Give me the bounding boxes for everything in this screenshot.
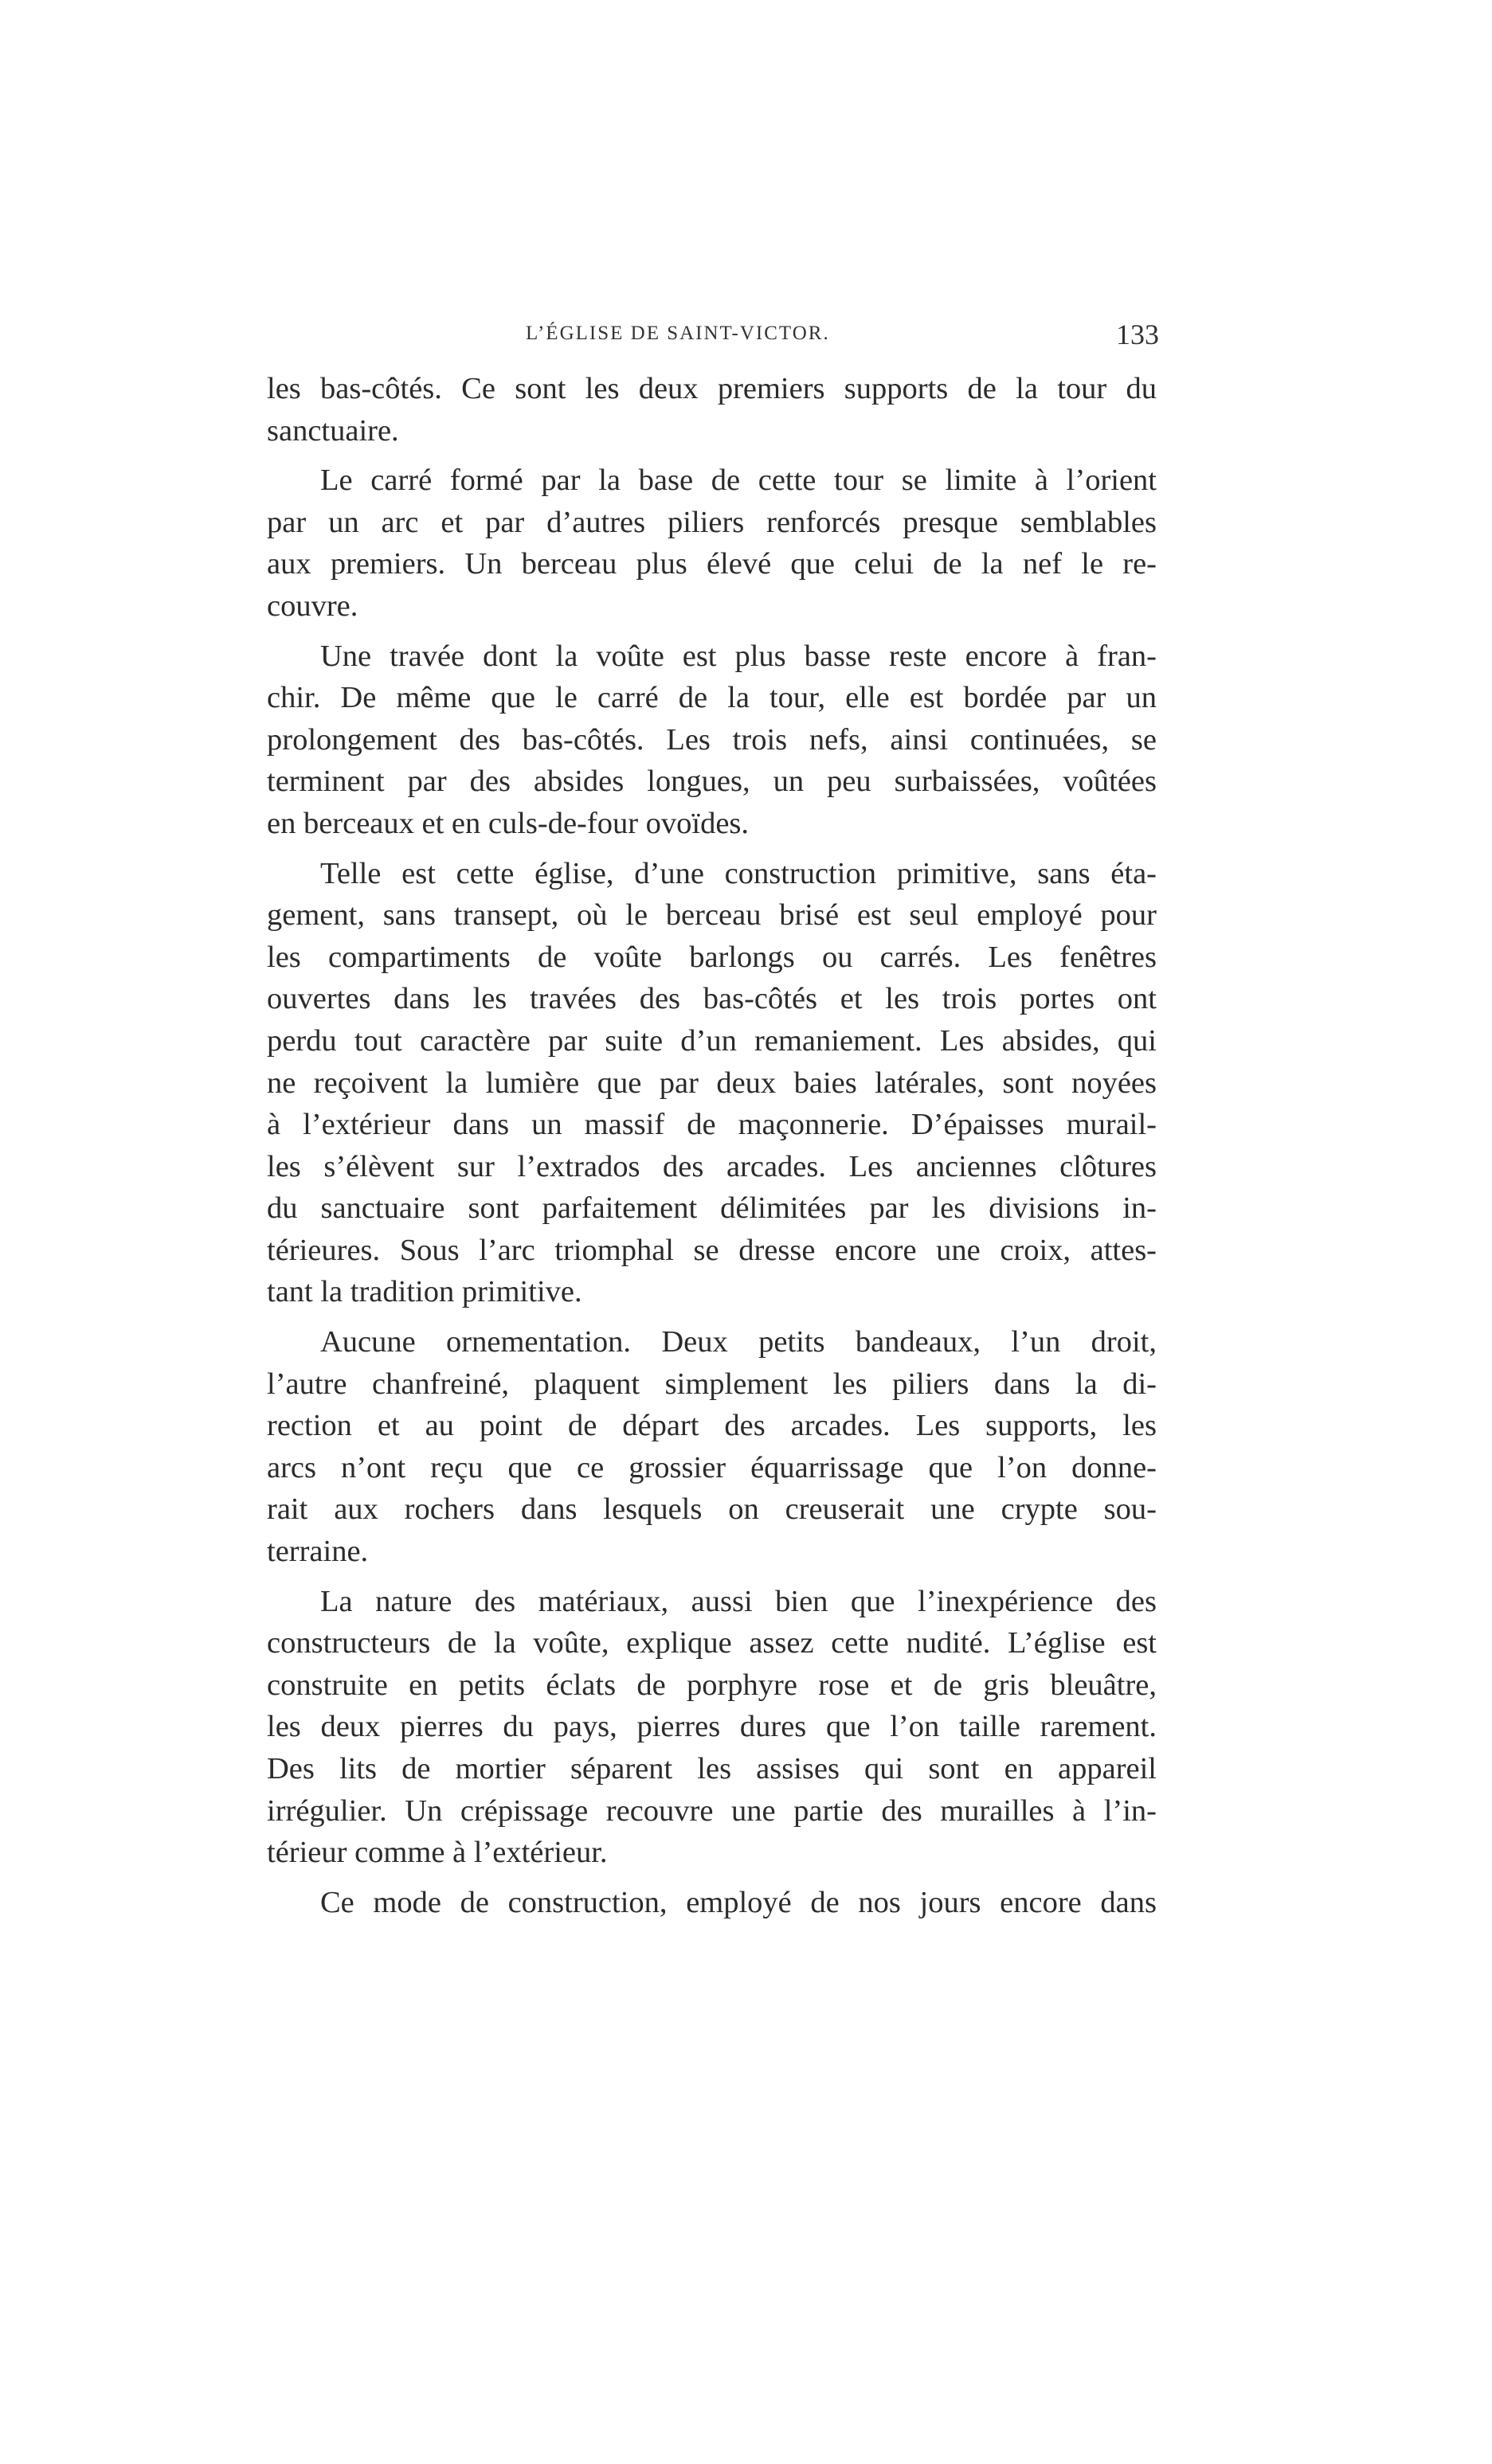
text-line: Aucune ornementation. Deux petits bandeaux, l’un droit, (320, 1325, 1157, 1359)
text-line: térieur comme à l’extérieur. (267, 1836, 608, 1870)
text-line: en berceaux et en culs-de-four ovoïdes. (267, 806, 750, 840)
text-line: La nature des matériaux, aussi bien que l’inexpérience des (320, 1584, 1157, 1618)
text-line: à l’extérieur dans un massif de maçonnerie. D’épaisses murail- (267, 1108, 1157, 1142)
text-line: du sanctuaire sont parfaitement délimitées par les divisions in- (267, 1191, 1157, 1226)
text-line: ne reçoivent la lumière que par deux baies latérales, sont noyées (267, 1066, 1157, 1100)
text-line: chir. De même que le carré de la tour, elle est bordée par un (267, 681, 1157, 715)
running-title: L’ÉGLISE DE SAINT-VICTOR. (526, 323, 830, 344)
text-line: sanctuaire. (267, 413, 399, 448)
text-line: rection et au point de départ des arcades. Les supports, les (267, 1409, 1157, 1443)
page-header (267, 319, 1159, 354)
text-line: tant la tradition primitive. (267, 1275, 582, 1309)
text-line: couvre. (267, 589, 358, 623)
text-line: terminent par des absides longues, un peu surbaissées, voûtées (267, 765, 1157, 799)
text-line: ouvertes dans les travées des bas-côtés et les trois portes ont (267, 982, 1157, 1016)
text-line: terraine. (267, 1535, 369, 1569)
text-line: les deux pierres du pays, pierres dures que l’on taille rarement. (267, 1710, 1157, 1744)
text-line: par un arc et par d’autres piliers renforcés presque semblables (267, 505, 1157, 539)
text-line: arcs n’ont reçu que ce grossier équarrissage que l’on donne- (267, 1450, 1157, 1484)
text-line: les compartiments de voûte barlongs ou carrés. Les fenêtres (267, 940, 1157, 974)
text-line: rait aux rochers dans lesquels on creuserait une crypte sou- (267, 1492, 1157, 1527)
text-line: construite en petits éclats de porphyre rose et de gris bleuâtre, (267, 1668, 1157, 1702)
text-line: Ce mode de construction, employé de nos jours encore dans (320, 1885, 1157, 1919)
body-text (267, 368, 1157, 1923)
text-line: Le carré formé par la base de cette tour se limite à l’orient (320, 463, 1157, 498)
text-line: irrégulier. Un crépissage recouvre une partie des murailles à l’in- (267, 1793, 1157, 1828)
text-line: Telle est cette église, d’une construction primitive, sans éta- (320, 856, 1157, 890)
text-line: perdu tout caractère par suite d’un remaniement. Les absides, qui (267, 1023, 1157, 1058)
page-number: 133 (1116, 319, 1159, 350)
text-line: les s’élèvent sur l’extrados des arcades. Les anciennes clôtures (267, 1149, 1157, 1183)
text-line: gement, sans transept, où le berceau brisé est seul employé pour (267, 898, 1157, 933)
text-line: constructeurs de la voûte, explique assez cette nudité. L’église est (267, 1626, 1157, 1660)
text-line: les bas-côtés. Ce sont les deux premiers supports de la tour du (267, 372, 1157, 405)
text-line: térieures. Sous l’arc triomphal se dresse encore une croix, attes- (267, 1233, 1157, 1267)
text-line: Une travée dont la voûte est plus basse reste encore à fran- (320, 639, 1157, 673)
text-line: prolongement des bas-côtés. Les trois nefs, ainsi continuées, se (267, 722, 1157, 757)
text-line: l’autre chanfreiné, plaquent simplement les piliers dans la di- (267, 1367, 1157, 1401)
text-line: aux premiers. Un berceau plus élevé que celui de la nef le re- (267, 547, 1157, 581)
text-line: Des lits de mortier séparent les assises qui sont en appareil (267, 1752, 1157, 1785)
